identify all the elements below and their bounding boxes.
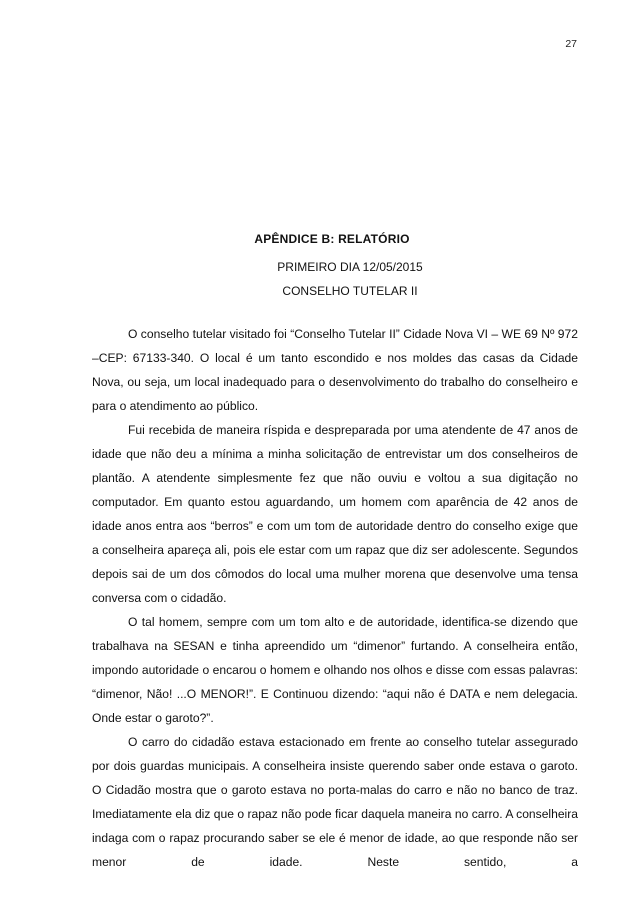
paragraph-reception: Fui recebida de maneira ríspida e despreparada por uma atendente de 47 anos de idade que não deu a mínima a minha solicitação de entrevistar um dos conselheiros de plantão. A atendente simplesmente fez que não ouviu e voltou a sua digitação no computador. Em quanto estou aguardando, um homem com aparência de 42 anos de idade anos entra aos “berros” e com um tom de autoridade dentro do conselho exige que a conselheira apareça ali, pois ele estar com um rapaz que diz ser adolescente. Segundos depois sai de um dos cômodos do local uma mulher morena que desenvolve uma tensa conversa com o cidadão. xyxy=(92,423,578,605)
appendix-title: APÊNDICE B: RELATÓRIO xyxy=(254,232,410,246)
page-number: 27 xyxy=(565,38,577,50)
report-body xyxy=(92,322,578,874)
report-date-line: PRIMEIRO DIA 12/05/2015 xyxy=(277,260,423,274)
paragraph-car: O carro do cidadão estava estacionado em frente ao conselho tutelar assegurado por dois guardas municipais. A conselheira insiste querendo saber onde estava o garoto. O Cidadão mostra que o garoto estava no porta-malas do carro e não no banco de traz. Imediatamente ela diz que o rapaz não pode ficar daquela maneira no carro. A conselheira indaga com o rapaz procurando saber se ele é menor de idade, ao que responde não ser menor de idade. Neste sentido, a xyxy=(92,735,578,869)
council-name-line: CONSELHO TUTELAR II xyxy=(282,284,418,298)
paragraph-location: O conselho tutelar visitado foi “Conselho Tutelar II” Cidade Nova VI – WE 69 Nº 972 –CEP: 67133-340. O local é um tanto escondido e nos moldes das casas da Cidade Nova, ou seja, um local inadequado para o desenvolvimento do trabalho do conselheiro e para o atendimento ao público. xyxy=(92,327,578,413)
paragraph-sesan-man: O tal homem, sempre com um tom alto e de autoridade, identifica-se dizendo que trabalhava na SESAN e tinha apreendido um “dimenor” furtando. A conselheira então, impondo autoridade o encarou o homem e olhando nos olhos e disse com essas palavras: “dimenor, Não! ...O MENOR!”. E Continuou dizendo: “aqui não é DATA e nem delegacia. Onde estar o garoto?”. xyxy=(92,615,578,725)
